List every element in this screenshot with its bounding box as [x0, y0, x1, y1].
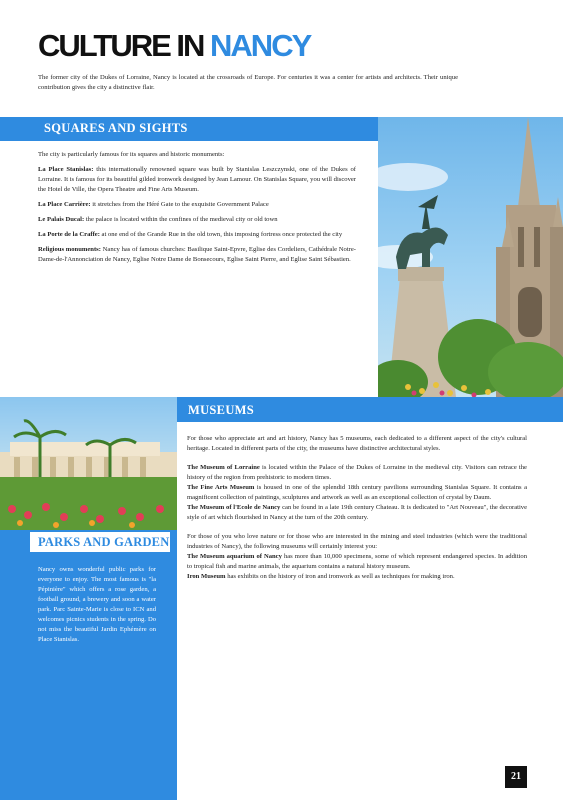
sight-name: La Place Stanislas:: [38, 166, 94, 173]
museum-name: The Museum of Lorraine: [187, 464, 260, 471]
museum-item: [187, 483, 527, 503]
sight-item: [38, 215, 356, 225]
museum-name: The Museum of l'Ecole de Nancy: [187, 504, 281, 511]
page-title-nancy: NANCY: [210, 28, 311, 63]
page-number: 21: [505, 766, 527, 788]
museum-name: The Fine Arts Museum: [187, 484, 255, 491]
museum-item: [187, 503, 527, 523]
museum-name: The Museum aquarium of Nancy: [187, 553, 282, 560]
museums-section: [187, 434, 527, 582]
museum-text: can be found in a late 19th century Chateau. It is dedicated to "Art Nouveau", the decorative style of art which flourished in Nancy at the turn of the 20th century.: [187, 504, 528, 521]
museum-text: is housed in one of the splendid 18th century pavilions surrounding Stanislas Square. It contains a magnificent collection of paintings, sculptures and artwork as well as an exceptional collection of crystal by Daum.: [187, 484, 527, 501]
sight-text: this internationally renowned square was built by Stanislas Leszczynski, one of the Dukes of Lorraine. It is famous for its beautiful gilded ironwork designed by Jean Lamour. On Stanislas Square, you will discover the Hotel de Ville, the Opera Theatre and Fine Arts Museum.: [38, 166, 356, 193]
museum-name: Iron Museum: [187, 573, 226, 580]
sight-text: Nancy has of famous churches: Basilique Saint-Epvre, Eglise des Cordeliers, Cathédrale Notre-Dame-de-l'Annonciation de Nancy, Eglise Notre Dame de Bonsecours, Eglise Saint Pierre, and Eglise Saint Sébastien.: [38, 246, 356, 263]
museum-text: has exhibits on the history of iron and ironwork as well as techniques for making iron.: [227, 573, 455, 580]
museums-heading-band: [177, 397, 563, 422]
sight-item: [38, 245, 356, 265]
museum-text: is located within the Palace of the Dukes of Lorraine in the medieval city. Visitors can retrace the history of the region from prehistoric to modern times.: [187, 464, 527, 481]
squares-lead: The city is particularly famous for its squares and historic monuments:: [38, 151, 225, 158]
parks-text: Nancy owns wonderful public parks for everyone to enjoy. The most famous is "la Pépinière" which offers a rose garden, a football ground, a brewery and soon a water park. Parc Sainte-Marie is close to ICN and welcomes picnics students in the spring. Do not miss the beautiful Jardin Ephémère on Place Stanislas.: [38, 566, 156, 643]
museums-lead: For those who appreciate art and art history, Nancy has 5 museums, each dedicated to a different aspect of the city's cultural heritage. Located in different parts of the city, the museums have distinctive architectural styles.: [187, 435, 527, 452]
squares-section: [38, 150, 356, 270]
sight-name: Religious monuments:: [38, 246, 101, 253]
museum-item: [187, 463, 527, 483]
intro-paragraph: The former city of the Dukes of Lorraine, Nancy is located at the crossroads of Europe. For centuries it was a center for artists and architects. Their unique contribution gives the city a distinctive flair.: [38, 74, 458, 91]
squares-heading: SQUARES AND SIGHTS: [44, 121, 188, 135]
page-title: [38, 30, 310, 61]
page-title-culture: CULTURE IN: [38, 28, 211, 63]
sight-text: at one end of the Grande Rue in the old town, this imposing fortress once protected the city: [101, 231, 343, 238]
garden-photo: [0, 397, 177, 530]
museums-heading: MUSEUMS: [188, 403, 254, 417]
sight-text: the palace is located within the confines of the medieval city or old town: [85, 216, 278, 223]
museum-item: [187, 572, 527, 582]
museums-lead-2: For those of you who love nature or for those who are interested in the mining and steel industries (which were the traditional industries of Nancy), the following museums will certainly interest you:: [187, 533, 527, 550]
sight-name: Le Palais Ducal:: [38, 216, 85, 223]
sight-item: [38, 165, 356, 195]
sight-item: [38, 230, 356, 240]
sight-text: it stretches from the Héré Gate to the exquisite Government Palace: [92, 201, 269, 208]
sight-name: La Porte de la Craffe:: [38, 231, 100, 238]
sight-item: [38, 200, 356, 210]
museum-text: has more than 10,000 specimens, some of which represent endangered species. In addition to tropical fish and marine animals, the aquarium contains a natural history museum.: [187, 553, 527, 570]
parks-heading: PARKS AND GARDENS: [38, 535, 177, 549]
museum-item: [187, 552, 527, 572]
squares-heading-band: [0, 117, 378, 141]
sight-name: La Place Carrière:: [38, 201, 91, 208]
cathedral-photo: [378, 117, 563, 397]
